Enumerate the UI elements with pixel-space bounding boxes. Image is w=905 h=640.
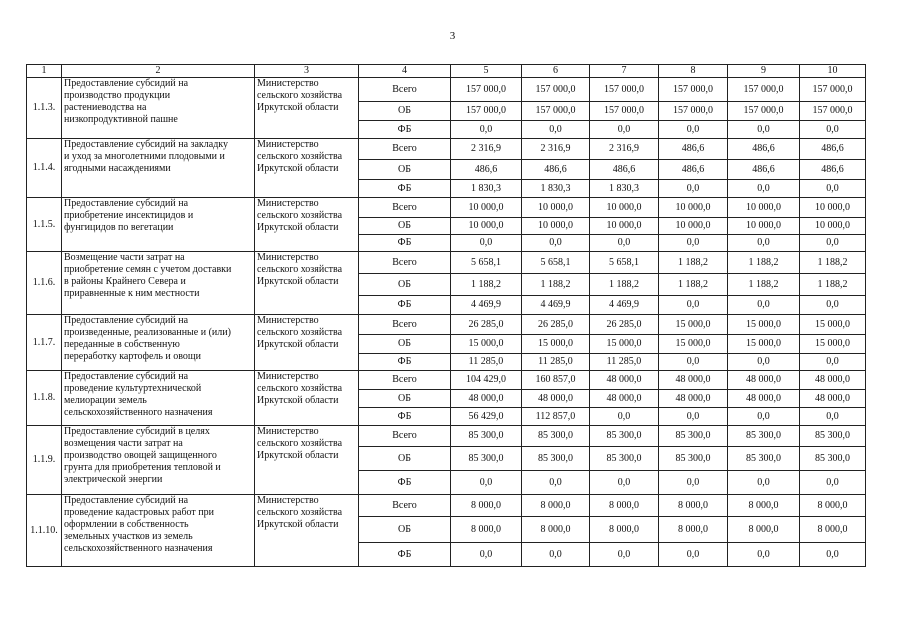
description-line: Предоставление субсидий на [64,315,189,326]
organization-line: Иркутской области [257,276,339,287]
funding-source: ОБ [359,218,451,235]
amount-cell: 8 000,0 [800,495,866,517]
description-line: Предоставление субсидий на [64,371,189,382]
funding-source: Всего [359,495,451,517]
item-code: 1.1.3. [27,78,62,139]
description-line: произведенные, реализованные и (или) [64,327,231,338]
amount-cell: 11 285,0 [522,354,590,371]
organization-line: Министерство [257,198,319,209]
amount-cell: 0,0 [800,354,866,371]
amount-cell: 1 830,3 [522,180,590,198]
amount-cell: 48 000,0 [590,390,659,408]
amount-cell: 2 316,9 [522,139,590,160]
amount-cell: 0,0 [590,471,659,495]
amount-cell: 1 830,3 [451,180,522,198]
amount-cell: 0,0 [451,121,522,139]
table-row [27,252,866,274]
description-line: проведение кадастровых работ при [64,507,214,518]
amount-cell: 0,0 [800,543,866,567]
amount-cell: 10 000,0 [659,198,728,218]
amount-cell: 0,0 [522,543,590,567]
amount-cell: 0,0 [659,235,728,252]
amount-cell: 0,0 [659,121,728,139]
amount-cell: 48 000,0 [800,390,866,408]
amount-cell: 1 188,2 [522,274,590,296]
organization-line: Министерство [257,371,319,382]
description-line: электрической энергии [64,474,163,485]
description-line: Предоставление субсидий на [64,495,189,506]
description-line: производство овощей защищенного [64,450,217,461]
funding-source: ФБ [359,180,451,198]
funding-source: Всего [359,371,451,390]
column-header: 3 [255,65,359,78]
amount-cell: 11 285,0 [590,354,659,371]
amount-cell: 85 300,0 [659,447,728,471]
amount-cell: 48 000,0 [590,371,659,390]
amount-cell: 486,6 [590,160,659,180]
amount-cell: 1 188,2 [800,274,866,296]
funding-source: ФБ [359,543,451,567]
description-line: производство продукции [64,90,171,101]
amount-cell: 0,0 [659,471,728,495]
amount-cell: 15 000,0 [659,335,728,354]
amount-cell: 160 857,0 [522,371,590,390]
amount-cell: 8 000,0 [590,495,659,517]
description-line: возмещения части затрат на [64,438,183,449]
amount-cell: 8 000,0 [451,517,522,543]
amount-cell: 1 188,2 [659,274,728,296]
amount-cell: 157 000,0 [800,102,866,121]
amount-cell: 157 000,0 [522,102,590,121]
amount-cell: 0,0 [728,296,800,315]
amount-cell: 0,0 [728,543,800,567]
amount-cell: 0,0 [590,235,659,252]
amount-cell: 8 000,0 [590,517,659,543]
table-row [27,426,866,447]
amount-cell: 0,0 [451,543,522,567]
amount-cell: 4 469,9 [451,296,522,315]
table-row [27,78,866,102]
responsible-organization [255,426,359,495]
amount-cell: 486,6 [800,139,866,160]
description-line: мелиорации земель [64,395,147,406]
column-header: 6 [522,65,590,78]
amount-cell: 85 300,0 [728,447,800,471]
organization-line: Иркутской области [257,163,339,174]
amount-cell: 0,0 [659,408,728,426]
funding-source: Всего [359,426,451,447]
amount-cell: 112 857,0 [522,408,590,426]
description-line: земельных участков из земель [64,531,193,542]
amount-cell: 10 000,0 [800,198,866,218]
amount-cell: 5 658,1 [522,252,590,274]
column-header: 5 [451,65,522,78]
amount-cell: 8 000,0 [728,517,800,543]
amount-cell: 1 188,2 [800,252,866,274]
funding-source: ФБ [359,354,451,371]
amount-cell: 1 188,2 [728,274,800,296]
organization-line: Министерство [257,495,319,506]
amount-cell: 85 300,0 [659,426,728,447]
amount-cell: 1 188,2 [728,252,800,274]
organization-line: сельского хозяйства [257,438,343,449]
amount-cell: 15 000,0 [728,335,800,354]
amount-cell: 0,0 [728,471,800,495]
amount-cell: 48 000,0 [728,371,800,390]
column-header: 2 [62,65,255,78]
funding-source: Всего [359,198,451,218]
item-code: 1.1.5. [27,198,62,252]
table-body [27,78,866,567]
organization-line: Министерство [257,252,319,263]
amount-cell: 0,0 [800,180,866,198]
amount-cell: 157 000,0 [451,78,522,102]
amount-cell: 157 000,0 [590,78,659,102]
amount-cell: 15 000,0 [451,335,522,354]
item-code: 1.1.10. [27,495,62,567]
amount-cell: 48 000,0 [451,390,522,408]
description-line: переработку картофель и овощи [64,351,201,362]
amount-cell: 26 285,0 [522,315,590,335]
amount-cell: 486,6 [522,160,590,180]
description-line: Предоставление субсидий в целях [64,426,210,437]
amount-cell: 0,0 [800,121,866,139]
description-line: Предоставление субсидий на [64,198,189,209]
organization-line: сельского хозяйства [257,210,343,221]
amount-cell: 157 000,0 [522,78,590,102]
amount-cell: 26 285,0 [451,315,522,335]
amount-cell: 8 000,0 [659,517,728,543]
item-description [62,426,255,495]
amount-cell: 1 188,2 [451,274,522,296]
funding-source: ФБ [359,296,451,315]
organization-line: Министерство [257,78,319,89]
funding-source: Всего [359,139,451,160]
description-line: Предоставление субсидий на [64,78,189,89]
description-line: переданные в собственную [64,339,180,350]
amount-cell: 10 000,0 [590,198,659,218]
amount-cell: 10 000,0 [800,218,866,235]
amount-cell: 8 000,0 [522,495,590,517]
organization-line: сельского хозяйства [257,151,343,162]
amount-cell: 48 000,0 [659,371,728,390]
amount-cell: 157 000,0 [728,102,800,121]
organization-line: сельского хозяйства [257,507,343,518]
item-code: 1.1.9. [27,426,62,495]
amount-cell: 11 285,0 [451,354,522,371]
table-row [27,495,866,517]
amount-cell: 486,6 [659,160,728,180]
column-header: 8 [659,65,728,78]
column-header: 4 [359,65,451,78]
funding-source: ФБ [359,121,451,139]
amount-cell: 104 429,0 [451,371,522,390]
amount-cell: 5 658,1 [451,252,522,274]
amount-cell: 157 000,0 [728,78,800,102]
column-header: 10 [800,65,866,78]
item-description [62,139,255,198]
description-line: грунта для приобретения тепловой и [64,462,221,473]
organization-line: Иркутской области [257,339,339,350]
amount-cell: 15 000,0 [728,315,800,335]
amount-cell: 48 000,0 [659,390,728,408]
description-line: сельскохозяйственного назначения [64,543,213,554]
funding-source: Всего [359,78,451,102]
item-code: 1.1.7. [27,315,62,371]
amount-cell: 1 830,3 [590,180,659,198]
amount-cell: 8 000,0 [800,517,866,543]
amount-cell: 85 300,0 [800,426,866,447]
responsible-organization [255,139,359,198]
amount-cell: 15 000,0 [522,335,590,354]
amount-cell: 0,0 [728,354,800,371]
item-description [62,252,255,315]
item-code: 1.1.8. [27,371,62,426]
organization-line: сельского хозяйства [257,383,343,394]
amount-cell: 85 300,0 [522,447,590,471]
description-line: низкопродуктивной пашне [64,114,178,125]
amount-cell: 0,0 [800,235,866,252]
description-line: в районы Крайнего Севера и [64,276,186,287]
amount-cell: 0,0 [800,296,866,315]
amount-cell: 0,0 [659,354,728,371]
amount-cell: 8 000,0 [728,495,800,517]
description-line: приобретение инсектицидов и [64,210,194,221]
description-line: фунгицидов по вегетации [64,222,174,233]
description-line: и уход за многолетними плодовыми и [64,151,225,162]
budget-table [26,64,866,567]
amount-cell: 1 188,2 [590,274,659,296]
item-description [62,198,255,252]
item-description [62,495,255,567]
organization-line: Министерство [257,139,319,150]
amount-cell: 10 000,0 [728,218,800,235]
amount-cell: 10 000,0 [590,218,659,235]
organization-line: Министерство [257,315,319,326]
amount-cell: 157 000,0 [659,78,728,102]
amount-cell: 0,0 [728,121,800,139]
amount-cell: 0,0 [659,296,728,315]
funding-source: ОБ [359,447,451,471]
amount-cell: 8 000,0 [659,495,728,517]
item-code: 1.1.4. [27,139,62,198]
amount-cell: 15 000,0 [659,315,728,335]
organization-line: Иркутской области [257,102,339,113]
item-description [62,371,255,426]
amount-cell: 157 000,0 [659,102,728,121]
amount-cell: 0,0 [522,471,590,495]
amount-cell: 0,0 [590,408,659,426]
table-row [27,371,866,390]
amount-cell: 486,6 [728,139,800,160]
amount-cell: 0,0 [800,471,866,495]
amount-cell: 486,6 [659,139,728,160]
amount-cell: 2 316,9 [590,139,659,160]
amount-cell: 5 658,1 [590,252,659,274]
item-description [62,315,255,371]
organization-line: Министерство [257,426,319,437]
amount-cell: 486,6 [451,160,522,180]
description-line: проведение культуртехнической [64,383,202,394]
amount-cell: 85 300,0 [800,447,866,471]
amount-cell: 56 429,0 [451,408,522,426]
page-number: 3 [449,30,456,42]
organization-line: Иркутской области [257,395,339,406]
amount-cell: 0,0 [728,408,800,426]
responsible-organization [255,371,359,426]
amount-cell: 85 300,0 [522,426,590,447]
column-number-row [27,65,866,78]
amount-cell: 10 000,0 [522,198,590,218]
description-line: приравненные к ним местности [64,288,200,299]
description-line: растениеводства на [64,102,147,113]
amount-cell: 26 285,0 [590,315,659,335]
amount-cell: 0,0 [590,543,659,567]
item-code: 1.1.6. [27,252,62,315]
amount-cell: 2 316,9 [451,139,522,160]
description-line: оформлении в собственность [64,519,189,530]
description-line: Возмещение части затрат на [64,252,185,263]
table-row [27,139,866,160]
amount-cell: 15 000,0 [800,315,866,335]
description-line: приобретение семян с учетом доставки [64,264,232,275]
responsible-organization [255,78,359,139]
amount-cell: 4 469,9 [590,296,659,315]
description-line: ягодными насаждениями [64,163,171,174]
description-line: Предоставление субсидий на закладку [64,139,229,150]
amount-cell: 8 000,0 [522,517,590,543]
column-header: 7 [590,65,659,78]
description-line: сельскохозяйственного назначения [64,407,213,418]
funding-source: ФБ [359,235,451,252]
funding-source: Всего [359,315,451,335]
organization-line: сельского хозяйства [257,327,343,338]
funding-source: ФБ [359,408,451,426]
amount-cell: 1 188,2 [659,252,728,274]
amount-cell: 10 000,0 [522,218,590,235]
table-row [27,198,866,218]
funding-source: ОБ [359,160,451,180]
organization-line: сельского хозяйства [257,264,343,275]
amount-cell: 8 000,0 [451,495,522,517]
responsible-organization [255,198,359,252]
funding-source: Всего [359,252,451,274]
amount-cell: 0,0 [451,235,522,252]
amount-cell: 157 000,0 [590,102,659,121]
organization-line: Иркутской области [257,222,339,233]
funding-source: ОБ [359,517,451,543]
column-header: 1 [27,65,62,78]
responsible-organization [255,252,359,315]
amount-cell: 0,0 [590,121,659,139]
amount-cell: 0,0 [800,408,866,426]
amount-cell: 85 300,0 [590,426,659,447]
amount-cell: 48 000,0 [522,390,590,408]
amount-cell: 10 000,0 [451,198,522,218]
organization-line: Иркутской области [257,519,339,530]
amount-cell: 0,0 [659,543,728,567]
amount-cell: 85 300,0 [451,426,522,447]
amount-cell: 0,0 [659,180,728,198]
organization-line: сельского хозяйства [257,90,343,101]
organization-line: Иркутской области [257,450,339,461]
funding-source: ОБ [359,390,451,408]
amount-cell: 10 000,0 [451,218,522,235]
amount-cell: 0,0 [451,471,522,495]
amount-cell: 486,6 [728,160,800,180]
funding-source: ОБ [359,102,451,121]
amount-cell: 4 469,9 [522,296,590,315]
item-description [62,78,255,139]
amount-cell: 157 000,0 [451,102,522,121]
amount-cell: 486,6 [800,160,866,180]
amount-cell: 48 000,0 [800,371,866,390]
amount-cell: 48 000,0 [728,390,800,408]
funding-source: ОБ [359,335,451,354]
table-row [27,315,866,335]
amount-cell: 157 000,0 [800,78,866,102]
funding-source: ОБ [359,274,451,296]
amount-cell: 15 000,0 [800,335,866,354]
amount-cell: 85 300,0 [728,426,800,447]
responsible-organization [255,315,359,371]
funding-source: ФБ [359,471,451,495]
amount-cell: 0,0 [522,235,590,252]
responsible-organization [255,495,359,567]
amount-cell: 15 000,0 [590,335,659,354]
amount-cell: 10 000,0 [728,198,800,218]
amount-cell: 10 000,0 [659,218,728,235]
amount-cell: 0,0 [728,235,800,252]
amount-cell: 0,0 [522,121,590,139]
amount-cell: 0,0 [728,180,800,198]
column-header: 9 [728,65,800,78]
amount-cell: 85 300,0 [451,447,522,471]
amount-cell: 85 300,0 [590,447,659,471]
